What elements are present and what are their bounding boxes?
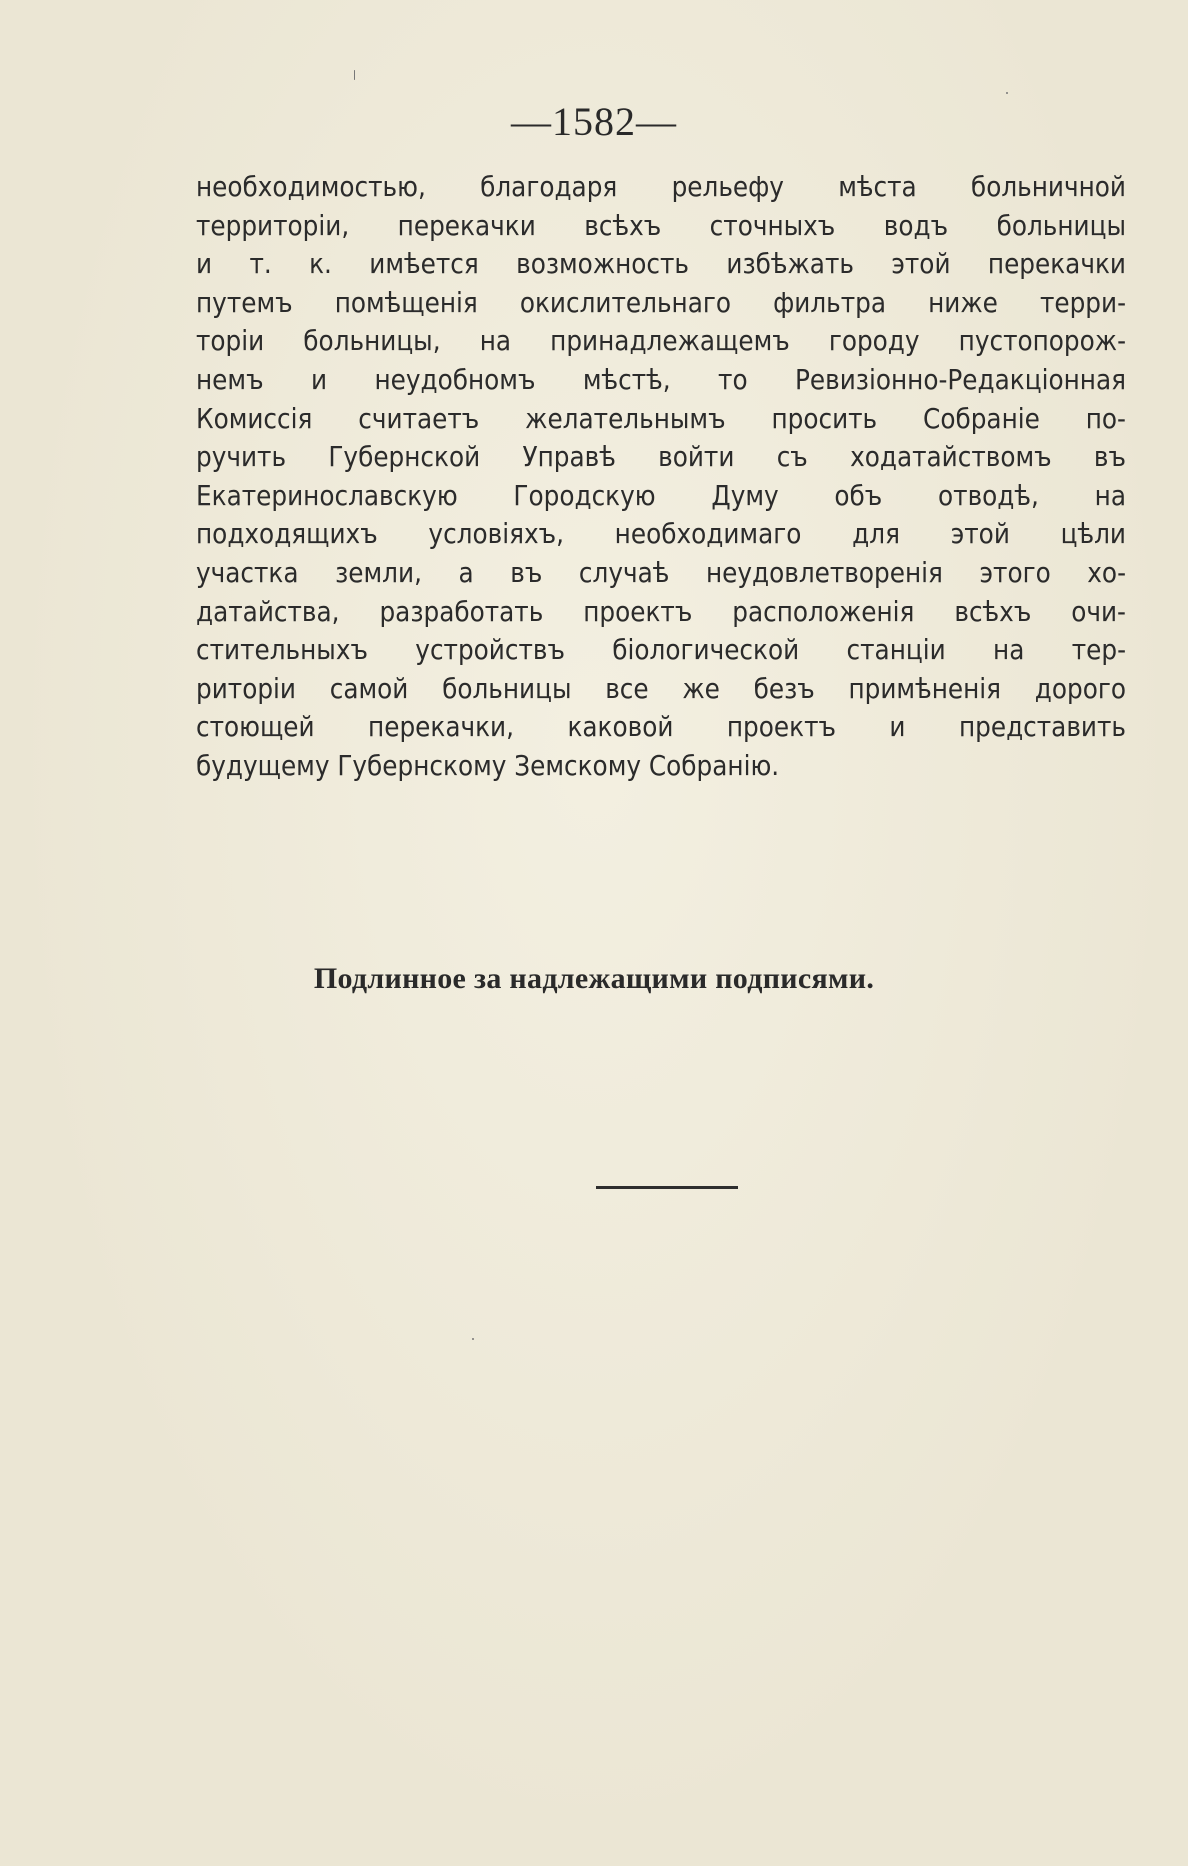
text-line: и т. к. имѣется возможность избѣжать этой перекачки — [196, 248, 1126, 281]
paper-speck — [472, 1338, 474, 1340]
text-line: путемъ помѣщенія окислительнаго фильтра ниже терри- — [196, 286, 1126, 319]
page-number: —1582— — [511, 99, 677, 144]
signature-note: Подлинное за надлежащими подписями. — [313, 962, 875, 995]
text-line: стоющей перекачки, каковой проектъ и представить — [196, 711, 1126, 744]
text-line: немъ и неудобномъ мѣстѣ, то Ревизіонно-Редакціонная — [196, 363, 1126, 396]
text-line: Екатеринославскую Городскую Думу объ отводѣ, на — [196, 479, 1126, 512]
text-line: будущему Губернскому Земскому Собранію. — [196, 749, 780, 782]
text-line: риторіи самой больницы все же безъ примѣненія дорого — [196, 672, 1126, 705]
paper-speck — [1006, 92, 1008, 94]
text-line: Комиссія считаетъ желательнымъ просить Собраніе по- — [196, 402, 1126, 435]
text-line: территоріи, перекачки всѣхъ сточныхъ водъ больницы — [196, 209, 1126, 242]
text-line: участка земли, а въ случаѣ неудовлетворенія этого хо- — [196, 556, 1126, 589]
text-line: стительныхъ устройствъ біологической станціи на тер- — [196, 634, 1126, 667]
paper-speck — [354, 70, 355, 80]
text-line: датайства, разработать проектъ расположенія всѣхъ очи- — [196, 595, 1126, 628]
text-line: подходящихъ условіяхъ, необходимаго для этой цѣли — [196, 518, 1126, 551]
body-paragraph — [196, 168, 1126, 786]
text-line: необходимостью, благодаря рельефу мѣста больничной — [196, 171, 1126, 203]
closing-rule — [596, 1186, 738, 1189]
text-line: ручить Губернской Управѣ войти съ ходатайствомъ въ — [196, 441, 1126, 474]
text-line: торіи больницы, на принадлежащемъ городу пустопорож- — [196, 325, 1126, 358]
